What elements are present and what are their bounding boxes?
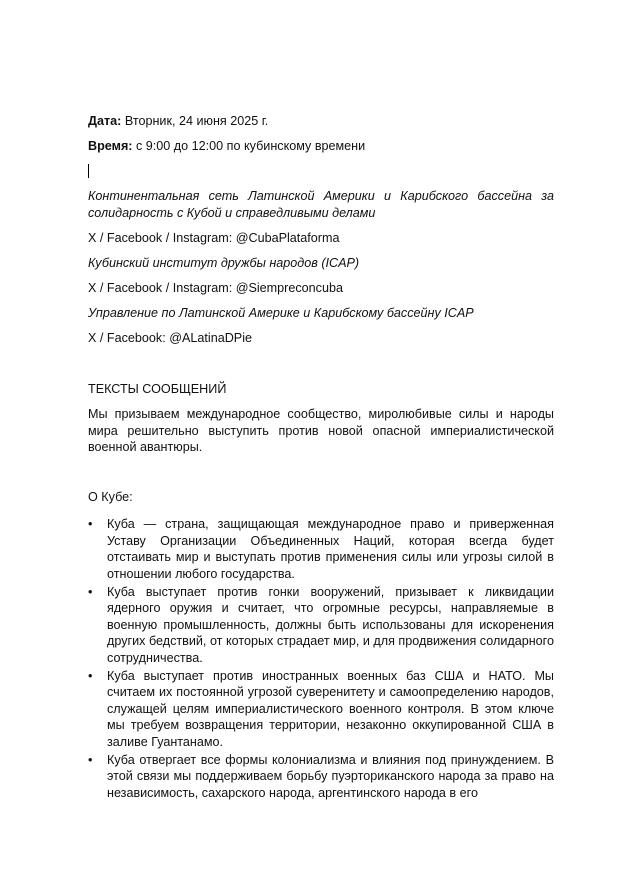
list-item bbox=[88, 752, 554, 802]
org-name-1: Континентальная сеть Латинской Америки и Карибского бассейна за солидарность с Кубой и справедливыми делами bbox=[88, 189, 554, 220]
time-value: с 9:00 до 12:00 по кубинскому времени bbox=[132, 139, 366, 153]
time-line bbox=[88, 138, 554, 155]
list-item-text: Куба выступает против иностранных военных баз США и НАТО. Мы считаем их постоянной угрозой суверенитету и самоопределению народов, служащей целям империалистического военного контроля. В этом ключе мы требуем возвращения территории, незаконно оккупированной США в заливе Гуантанамо. bbox=[107, 668, 554, 749]
list-item bbox=[88, 516, 554, 582]
list-item-text: Куба выступает против гонки вооружений, призывает к ликвидации ядерного оружия и считает, что огромные ресурсы, направляемые в военную промышленность, должны быть использованы для искоренения других бедствий, от которых страдает мир, и для продвижения солидарного сотрудничества. bbox=[107, 584, 554, 665]
time-label: Время: bbox=[88, 139, 133, 153]
about-cuba-heading: О Кубе: bbox=[88, 490, 133, 504]
bullet-icon: • bbox=[88, 668, 93, 683]
org-social-1: X / Facebook / Instagram: @CubaPlataforma bbox=[88, 231, 340, 245]
org-name-2: Кубинский институт дружбы народов (ICAP) bbox=[88, 256, 360, 270]
bullet-icon: • bbox=[88, 517, 93, 531]
messages-intro: Мы призываем международное сообщество, миролюбивые силы и народы мира решительно выступить против новой опасной империалистической военной авантюры. bbox=[88, 407, 554, 454]
org-name-3: Управление по Латинской Америке и Карибскому бассейну ICAP bbox=[88, 306, 474, 320]
date-label: Дата: bbox=[88, 114, 122, 128]
org-social-2: X / Facebook / Instagram: @Siempreconcuba bbox=[88, 281, 343, 295]
bullet-icon: • bbox=[88, 752, 93, 767]
org-social-3: X / Facebook: @ALatinaDPie bbox=[88, 331, 252, 345]
text-cursor bbox=[88, 164, 89, 178]
bullet-icon: • bbox=[88, 584, 93, 599]
list-item-text: Куба отвергает все формы колониализма и влияния под принуждением. В этой связи мы поддерживаем борьбу пуэрториканского народа за право на независимость, сахарского народа, аргентинского народа в его bbox=[107, 752, 554, 800]
date-value: Вторник, 24 июня 2025 г. bbox=[121, 114, 269, 128]
list-item-text: Куба — страна, защищающая международное право и приверженная Уставу Организации Объединенных Наций, которая всегда будет отстаивать мир и выступать против применения силы или угрозы силой в отношении любого государства. bbox=[107, 517, 554, 581]
messages-heading: ТЕКСТЫ СООБЩЕНИЙ bbox=[88, 382, 227, 396]
list-item bbox=[88, 584, 554, 667]
about-cuba-list bbox=[88, 516, 554, 803]
list-item bbox=[88, 668, 554, 751]
date-line bbox=[88, 113, 554, 130]
